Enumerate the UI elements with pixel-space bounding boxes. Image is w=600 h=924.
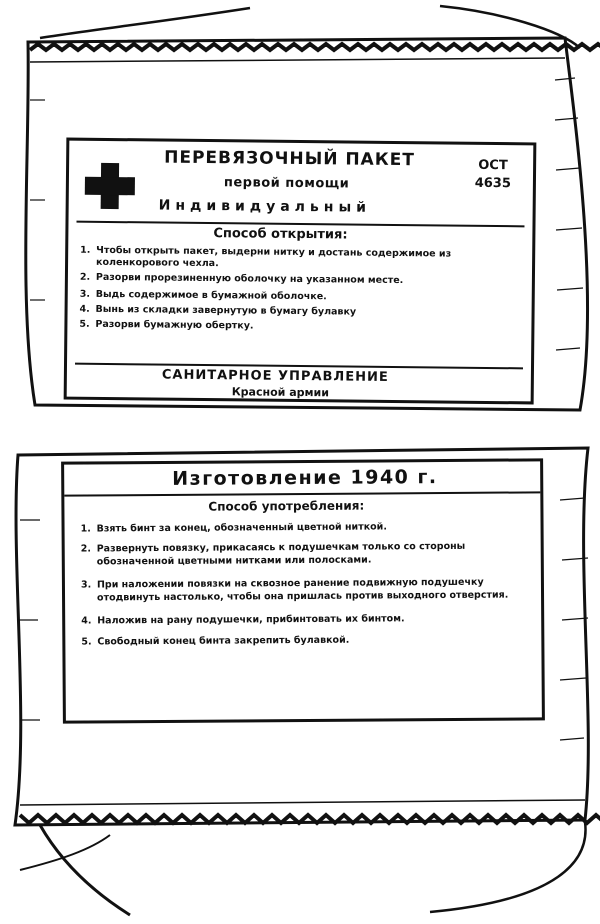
list-item: 1. Взять бинт за конец, обозначенный цветной ниткой. xyxy=(80,521,387,535)
list-item: 4. Вынь из складки завернутую в бумагу булавку xyxy=(79,303,357,318)
thread-left xyxy=(40,8,250,38)
list-item: 3. При наложении повязки на сквозное ранение подвижную подушечку отодвинуть настолько, чтобы она пришлась против выходного отверстия. xyxy=(80,576,509,604)
list-item: 3. Выдь содержимое в бумажной оболочке. xyxy=(79,288,327,303)
list-item: 4. Наложив на рану подушечки, прибинтовать их бинтом. xyxy=(81,613,405,627)
divider xyxy=(64,491,540,496)
red-cross-icon xyxy=(85,163,135,210)
standard-code xyxy=(475,157,512,193)
thread-bottom-left xyxy=(40,825,130,915)
footer-org: САНИТАРНОЕ УПРАВЛЕНИЕ xyxy=(161,367,389,385)
standard-label: ОСТ xyxy=(478,157,508,174)
list-item: 2. Развернуть повязку, прикасаясь к подушечкам только со стороны обозначенной цветными нитками или полосками. xyxy=(80,540,466,568)
list-item: 2. Разорви прорезиненную оболочку на указанном месте. xyxy=(79,271,404,287)
footer-org-sub: Красной армии xyxy=(231,385,330,400)
list-item: 5. Свободный конец бинта закрепить булавкой. xyxy=(81,634,350,648)
manufacture-year: Изготовление 1940 г. xyxy=(172,466,438,490)
usage-section-title: Способ употребления: xyxy=(208,498,365,514)
thread-right xyxy=(440,6,580,48)
list-item: 1. Чтобы открыть пакет, выдерни нитку и достань содержимое из коленкорового чехла. xyxy=(80,244,452,270)
standard-number: 4635 xyxy=(474,175,512,192)
package-subtitle: первой помощи xyxy=(223,175,350,192)
thread-bottom-left2 xyxy=(20,835,110,870)
bottom-label xyxy=(61,458,545,723)
opening-section-title: Способ открытия: xyxy=(213,226,348,243)
top-label xyxy=(64,138,537,405)
package-title: ПЕРЕВЯЗОЧНЫЙ ПАКЕТ xyxy=(164,147,415,171)
thread-bottom-right xyxy=(430,822,586,912)
usage-steps xyxy=(81,519,532,648)
opening-steps xyxy=(79,245,520,336)
top-packet-seam xyxy=(30,44,600,50)
list-item: 5. Разорви бумажную обертку. xyxy=(79,318,254,332)
package-type: Индивидуальный xyxy=(158,197,372,216)
